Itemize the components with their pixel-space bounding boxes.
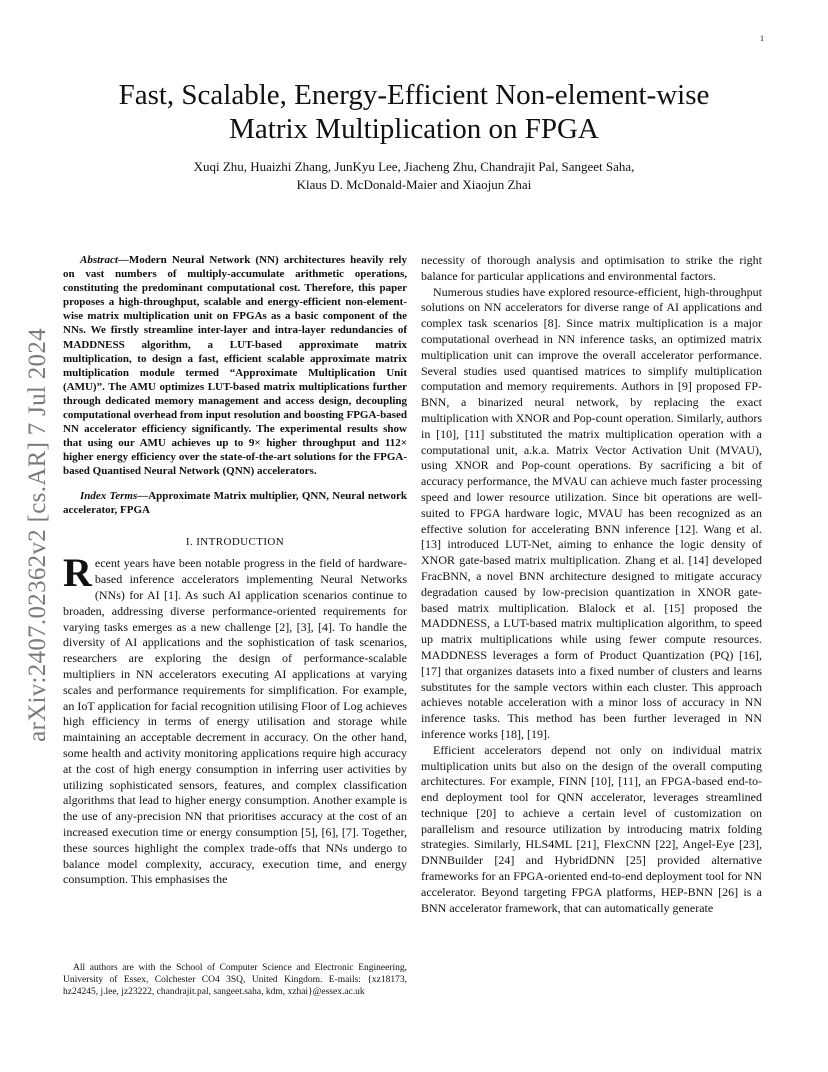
- authors-line-1: Xuqi Zhu, Huaizhi Zhang, JunKyu Lee, Jiacheng Zhu, Chandrajit Pal, Sangeet Saha,: [193, 159, 635, 174]
- author-list: [70, 158, 758, 194]
- right-column: [421, 253, 762, 916]
- page-number: 1: [760, 34, 764, 43]
- abstract-label: Abstract: [80, 254, 118, 266]
- affiliation-footnote: All authors are with the School of Computer Science and Electronic Engineering, University of Essex, Colchester CO4 3SQ, United Kingdom. E-mails: {xz18173, hz24245, j.lee, jz23222, chandrajit.pal, sangeet.saha, kdm, xzhai}@essex.ac.uk: [63, 963, 407, 998]
- title-line-1: Fast, Scalable, Energy-Efficient Non-element-wise: [118, 79, 710, 111]
- authors-line-2: Klaus D. McDonald-Maier and Xiaojun Zhai: [296, 177, 532, 192]
- index-terms: [63, 489, 407, 517]
- drop-cap: R: [63, 550, 92, 596]
- abstract: [63, 253, 407, 479]
- paper-title: [70, 78, 758, 146]
- intro-paragraph: [63, 550, 407, 888]
- section-heading-introduction: I. INTRODUCTION: [185, 535, 285, 548]
- left-column: [63, 253, 407, 888]
- index-terms-text: —Approximate Matrix multiplier, QNN, Neural network accelerator, FPGA: [63, 489, 407, 516]
- paragraph-related-work: Numerous studies have explored resource-efficient, high-throughput solutions on NN accelerators for diverse range of AI applications and complex task scenarios [8]. Since matrix multiplication is a major computational overhead in NN inference tasks, an optimized matrix multiplication unit can improve the overall accelerator performance. Several studies used quantised matrices to simplify multiplication computation and memory requirements. Authors in [9] proposed FP-BNN, a binarized neural network, by replacing the exact multiplication with XNOR and Pop-count operation. Similarly, authors in [10], [11] substituted the matrix multiplication operation with a computational unit, a.k.a. Matrix Vector Activation Unit (MVAU), using XNOR and Pop-count operations. By sacrificing a bit of accuracy performance, the MVAU can achieve much faster processing speed and lower resource utilization. Since bit operations are well-suited to FPGA hardware logic, MVAU has been recognized as an effective solution for accelerating BNN inference [12]. Wang et al. [13] introduced LUT-Net, aiming to enhance the logic density of XNOR gate-based matrix multiplication. Zhang et al. [14] developed FracBNN, a novel BNN architecture designed to mitigate accuracy degradation caused by low-precision quantization in XNOR gate-based matrix multiplication. Blalock et al. [15] proposed the MADDNESS, a LUT-based matrix multiplication algorithm, to speed up matrix multiplications while using fewer compute resources. MADDNESS leverages a form of Product Quantization (PQ) [16], [17] that organizes datasets into a fixed number of clusters and learns substitutes for the sample vectors within each cluster. This approach achieves notable acceleration with a minor loss of accuracy in NN inference tasks. This method has been further leveraged in NN inference works [18], [19].: [421, 284, 762, 741]
- arxiv-side-stamp: [18, 300, 58, 770]
- index-terms-label: Index Terms: [80, 489, 138, 502]
- arxiv-identifier: arXiv:2407.02362v2 [cs.AR] 7 Jul 2024: [24, 328, 51, 742]
- paragraph-continuation: necessity of thorough analysis and optimisation to strike the right balance for particular applications and environmental factors.: [421, 253, 762, 283]
- abstract-text: —Modern Neural Network (NN) architectures heavily rely on vast numbers of multiply-accumulate arithmetic operations, constituting the predominant computational cost. Therefore, this paper proposes a high-throughput, scalable and energy-efficient non-element-wise matrix multiplication unit on FPGAs as a basic component of the NNs. We firstly streamline inter-layer and intra-layer redundancies of MADDNESS algorithm, a LUT-based approximate matrix multiplication, to design a fast, efficient scalable approximate matrix multiplication module termed “Approximate Multiplication Unit (AMU)”. The AMU optimizes LUT-based matrix multiplications further through dedicated memory management and access design, decoupling computational overhead from input resolution and boosting FPGA-based NN accelerator efficiency significantly. The experimental results show that using our AMU achieves up to 9× higher throughput and 112× higher energy efficiency over the state-of-the-art solutions for the FPGA-based Quantised Neural Network (QNN) accelerators.: [63, 254, 407, 478]
- title-line-2: Matrix Multiplication on FPGA: [229, 113, 599, 145]
- paragraph-accelerators: Efficient accelerators depend not only on individual matrix multiplication units but also on the design of the overall computing architectures. For example, FINN [10], [11], an FPGA-based end-to-end deployment tool for QNN accelerator, leverages streamlined technique [20] to achieve a certain level of customization on parallelism and resource utilization by introducing matrix folding strategies. Similarly, HLS4ML [21], FlexCNN [22], Angel-Eye [23], DNNBuilder [24] and HybridDNN [25] provided alternative frameworks for an FPGA-oriented end-to-end deployment tool for NN accelerator. Beyond targeting FPGA platforms, HEP-BNN [26] is a BNN accelerator framework, that can automatically generate: [421, 742, 762, 915]
- intro-paragraph-text: ecent years have been notable progress in the field of hardware-based inference accelerators implementing Neural Networks (NNs) for AI [1]. As such AI application scenarios continue to broaden, addressing diverse performance-oriented requirements for varying tasks emerges as a new challenge [2], [3], [4]. To handle the diversity of AI applications and the sophistication of task scenarios, researchers are exploring the design of performance-scalable multipliers in NN accelerators executing AI applications at varying scales and performance requirements for simplification. For example, an IoT application for facial recognition utilising Floor of Log achieves high efficiency in terms of energy utilisation and storage while maintaining an acceptable decrement in accuracy. On the other hand, some health and activity monitoring applications require high accuracy at the cost of high energy consumption in inferring user activities by utilizing sophisticated sensors, features, and complex classification algorithms that lead to higher energy consumption. Another example is the use of any-precision NN that prioritises accuracy at the cost of an increased execution time or energy consumption [5], [6], [7]. Together, these sources highlight the complex trade-offs that NNs undergo to balance model complexity, accuracy, execution time, and energy consumption. This emphasises the: [63, 556, 407, 887]
